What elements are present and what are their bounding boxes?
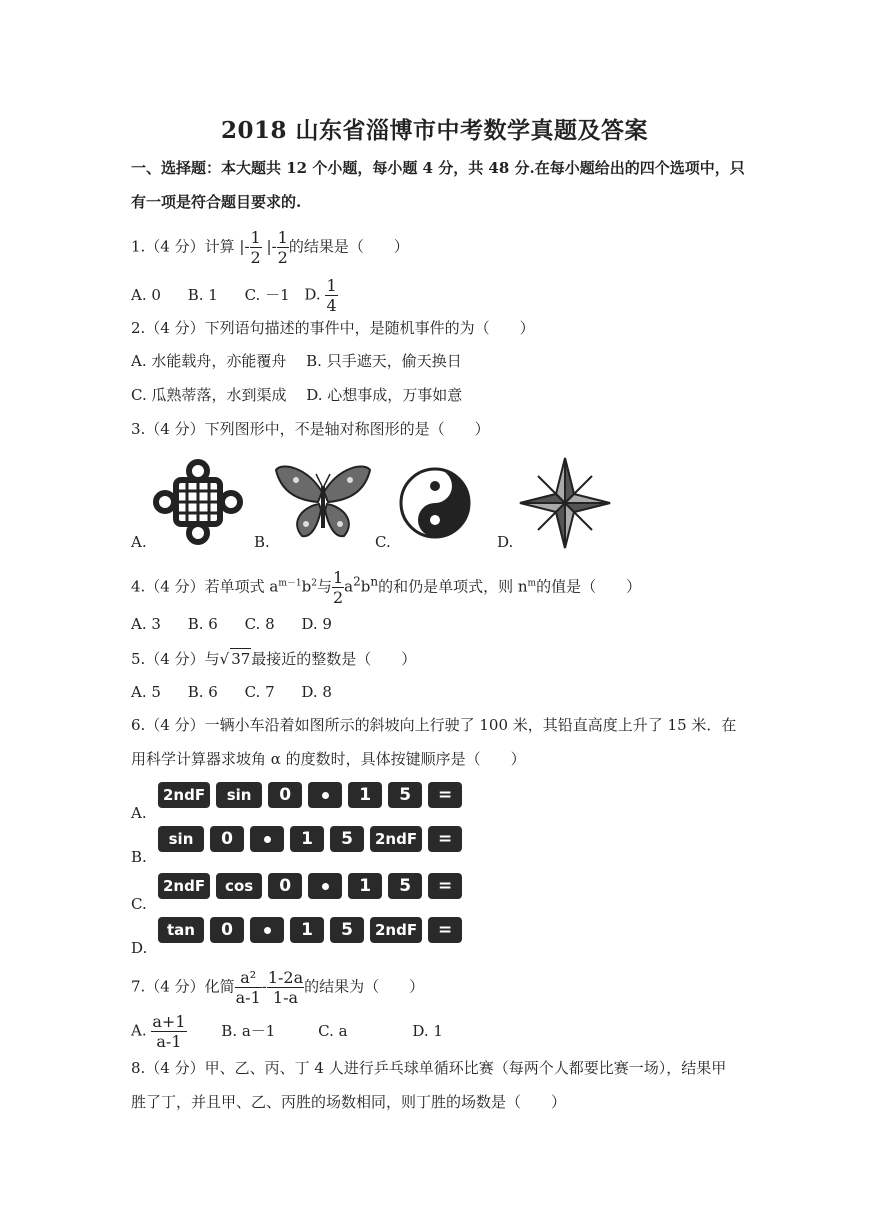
page-title: 2018 山东省淄博市中考数学真题及答案 [220,117,649,144]
q2-options-row-1: A. 水能载舟，亦能覆舟 B. 只手遮天，偷天换日 [131,352,462,370]
butterfly-icon [272,462,374,548]
q1-option-b: B. 1 [187,285,218,304]
calc-key-point [250,917,284,943]
q1-option-a: A. 0 [131,285,161,304]
q1-options [131,276,338,315]
q1-option-c: C. －1 [244,285,290,304]
calc-key-point [308,782,342,808]
calc-key-equals: = [428,826,462,852]
question-8-cont: 胜了丁，并且甲、乙、丙胜的场数相同，则丁胜的场数是（ ） [131,1093,567,1111]
q4-fraction: $\frac{1}{2}$ [332,568,344,607]
q3-label-b: B. [254,533,270,551]
question-6-cont: 用科学计算器求坡角 α 的度数时，具体按键顺序是（ ） [131,750,526,768]
question-3: 3.（4 分）下列图形中，不是轴对称图形的是（ ） [131,420,490,438]
q1-prefix: 1.（4 分）计算 [131,237,235,256]
q6-label-b: B. [131,848,147,866]
q6-label-a: A. [131,804,147,822]
q1-minus-2: - [271,237,277,256]
q2-options-row-2: C. 瓜熟蒂落，水到渠成 D. 心想事成，万事如意 [131,386,463,404]
calc-key-2ndf: 2ndF [158,782,210,808]
q6-keys-d [158,917,462,943]
question-1 [131,228,409,267]
q3-label-c: C. [375,533,391,551]
q6-label-c: C. [131,895,147,913]
section-heading-cont: 有一项是符合题目要求的. [131,193,302,211]
calc-key-equals: = [428,873,462,899]
q1-minus: - [244,237,250,256]
yin-yang-icon [398,466,472,544]
calc-key-1: 1 [290,917,324,943]
calc-key-1: 1 [348,873,382,899]
calc-key-sin: sin [216,782,262,808]
calc-key-tan: tan [158,917,204,943]
calc-key-1: 1 [348,782,382,808]
calc-key-2ndf: 2ndF [370,826,422,852]
q3-label-a: A. [131,533,147,551]
calc-key-0: 0 [210,917,244,943]
calc-key-5: 5 [388,782,422,808]
q7-fraction-2: $\frac{1-2a}{1-a}$ [267,968,304,1007]
q1-abs-close: | [266,237,272,256]
calc-key-0: 0 [268,873,302,899]
question-7: 7.（4 分）化简 $\frac{\text{a²}}{a-1}$ - $\frac{1-2a}{1-a}$ 的结果为（ ） [131,968,425,1007]
q1-fraction-2: $\frac{1}{2}$ [277,228,288,267]
q7-options: A. $\frac{a+1}{a-1}$ B. a－1 C. a D. 1 [131,1012,443,1051]
section-heading: 一、选择题：本大题共 12 个小题，每小题 4 分，共 48 分.在每小题给出的四个选项中，只 [131,159,745,177]
q6-keys-c [158,873,462,899]
question-5: 5.（4 分）与√ 37最接近的整数是（ ） [131,650,417,668]
calc-key-1: 1 [290,826,324,852]
calc-key-point [308,873,342,899]
calc-key-5: 5 [330,917,364,943]
q6-label-d: D. [131,939,148,957]
calc-key-0: 0 [268,782,302,808]
q3-label-d: D. [497,533,514,551]
calc-key-2ndf: 2ndF [370,917,422,943]
calc-key-equals: = [428,917,462,943]
calc-key-2ndf: 2ndF [158,873,210,899]
q4-options: A. 3 B. 6 C. 8 D. 9 [131,615,332,633]
q5-options: A. 5 B. 6 C. 7 D. 8 [131,683,332,701]
q1-fraction: $\frac{1}{2}$ [250,228,261,267]
calc-key-5: 5 [388,873,422,899]
q1-option-d-fraction: $\frac{1}{4}$ [326,276,337,315]
calc-key-point [250,826,284,852]
question-2: 2.（4 分）下列语句描述的事件中，是随机事件的为（ ） [131,319,535,337]
calc-key-5: 5 [330,826,364,852]
question-4: 4.（4 分）若单项式 $a^{m-1}b^2$与 $\frac{1}{2}$ $a^2b^n$的和仍是单项式，则 $n^m$的值是（ ） [131,568,642,607]
question-6: 6.（4 分）一辆小车沿着如图所示的斜坡向上行驶了 100 米，其铅直高度上升了 15 米．在 [131,716,737,734]
calc-key-equals: = [428,782,462,808]
sqrt-symbol: √ [219,650,230,668]
q6-keys-b [158,826,462,852]
q7-fraction-1: $\frac{\text{a²}}{a-1}$ [235,968,261,1007]
calc-key-0: 0 [210,826,244,852]
q7-option-a-fraction: $\frac{a+1}{a-1}$ [152,1012,186,1051]
compass-star-icon [518,456,612,554]
q1-option-d: D. [304,285,321,304]
calc-key-cos: cos [216,873,262,899]
question-8: 8.（4 分）甲、乙、丙、丁 4 人进行乒乓球单循环比赛（每两个人都要比赛一场），结果甲 [131,1059,727,1077]
q1-suffix: 的结果是（ ） [288,237,409,256]
q1-abs-open: | [239,237,245,256]
chinese-knot-icon [152,458,244,550]
q6-keys-a [158,782,462,808]
calc-key-sin: sin [158,826,204,852]
